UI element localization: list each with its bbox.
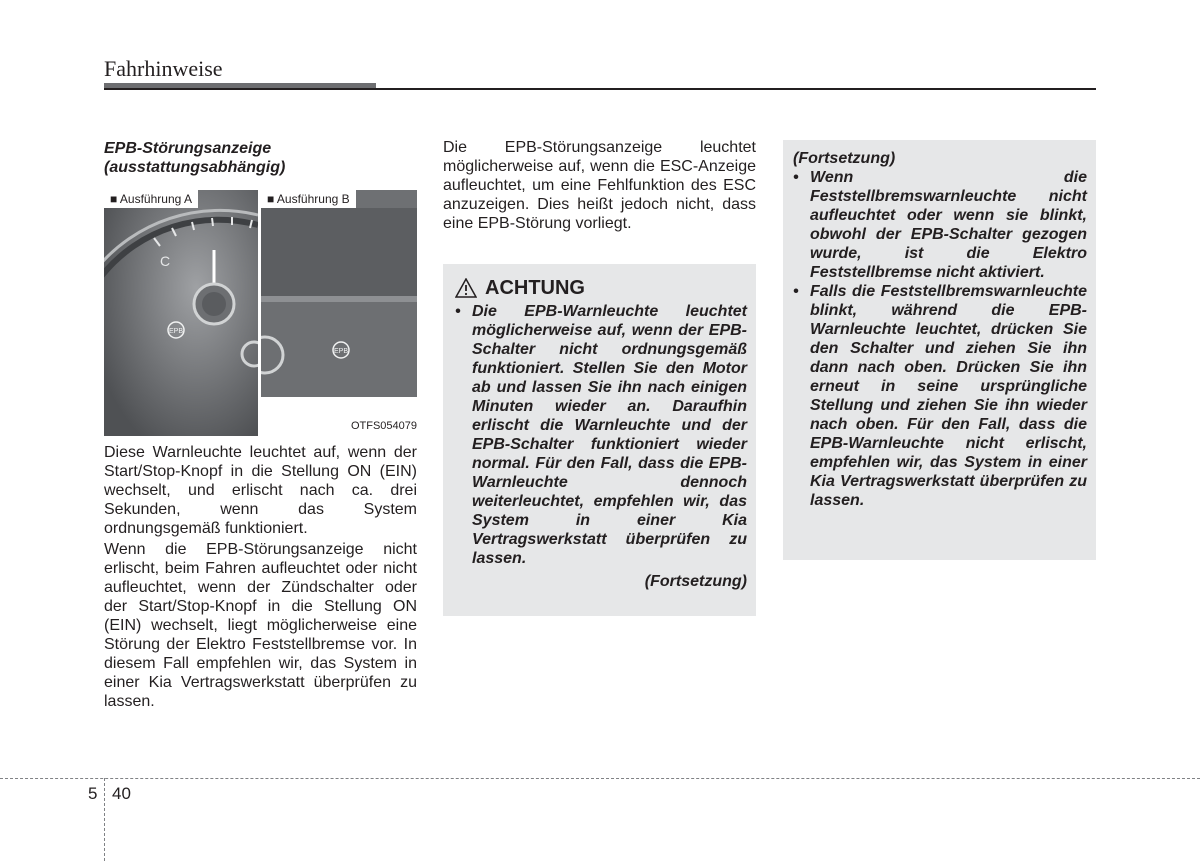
bullet-glyph: • — [455, 303, 461, 320]
figure-panel-a — [104, 190, 258, 436]
figure-code: OTFS054079 — [347, 420, 417, 432]
panel-b-label: ■ Ausführung B — [261, 190, 356, 208]
left-column — [104, 139, 417, 177]
header-rule — [104, 88, 1096, 90]
bullet-glyph: • — [793, 169, 799, 186]
warning-bullet: • Die EPB-Warnleuchte leuchtet möglicherweise auf, wenn der EPB-Schalter nicht ordnungsgemäß funktioniert. Stellen Sie den Motor ab und lassen Sie ihn nach einigen Minuten wieder an. Daraufhin erlischt die Warnleuchte und der EPB-Schalter funktioniert wieder normal. Für den Fall, dass die EPB-Warnleuchte dennoch weiterleuchtet, empfehlen wir, das System in einer Kia Vertragswerkstatt überprüfen zu lassen. — [455, 303, 747, 567]
footer-divider — [104, 778, 105, 861]
paragraph-1: Diese Warnleuchte leuchtet auf, wenn der Start/Stop-Knopf in die Stellung ON (EIN) wechselt, und erlischt nach ca. drei Sekunden, wenn das System ordnungsgemäß funktioniert. — [104, 444, 417, 537]
middle-column — [443, 138, 756, 235]
svg-text:EPB: EPB — [333, 348, 349, 355]
panel-a-label: ■ Ausführung A — [104, 190, 198, 208]
continued-bullet-2: • Falls die Feststellbremswarnleuchte blinkt, während die EPB-Warnleuchte leuchtet, drücken Sie den Schalter und ziehen Sie ihn dann nach oben. Drücken Sie ihn erneut in seine ursprüngliche Stellung und ziehen Sie ihn wieder nach oben. Für den Fall, dass die EPB-Warnleuchte nicht erlischt, empfehlen wir, das System in einer Kia Vertragswerkstatt überprüfen zu lassen. — [793, 283, 1087, 509]
warning-continued: (Fortsetzung) — [644, 573, 747, 590]
section-heading-line2: (ausstattungsabhängig) — [104, 159, 286, 176]
chapter-number: 5 — [88, 784, 98, 803]
section-heading-line1: EPB-Störungsanzeige — [104, 140, 272, 157]
warning-light-figure — [104, 190, 417, 438]
esc-note-paragraph: Die EPB-Störungsanzeige leuchtet möglicherweise auf, wenn die ESC-Anzeige aufleuchtet, um eine Fehlfunktion des ESC anzuzeigen. Dies heißt jedoch nicht, dass eine EPB-Störung vorliegt. — [443, 139, 756, 232]
cluster-gauge-illustration — [104, 190, 258, 436]
footer-rule — [0, 778, 1200, 779]
svg-text:EPB: EPB — [168, 328, 184, 335]
warning-box — [443, 264, 756, 616]
warning-title — [455, 276, 747, 300]
continued-box — [783, 140, 1096, 560]
bullet-glyph: • — [793, 283, 799, 300]
paragraph-2: Wenn die EPB-Störungsanzeige nicht erlischt, beim Fahren aufleuchtet oder nicht aufleuchtet, wenn der Zündschalter oder der Start/Stop-Knopf in die Stellung ON (EIN) wechselt, liegt möglicherweise eine Störung der Elektro Feststellbremse vor. In diesem Fall empfehlen wir, das System in einer Kia Vertragswerkstatt überprüfen zu lassen. — [104, 541, 417, 710]
continued-bullet-1: • Wenn die Feststellbremswarnleuchte nicht aufleuchtet oder wenn sie blinkt, obwohl der EPB-Schalter gezogen wurde, ist die Elektro Feststellbremse nicht aktiviert. — [793, 169, 1087, 281]
warning-triangle-icon — [455, 278, 477, 298]
gauge-c-mark: C — [160, 253, 171, 269]
section-heading — [104, 139, 417, 177]
left-body — [104, 443, 417, 713]
figure-panel-b — [261, 190, 417, 436]
continued-heading: (Fortsetzung) — [793, 150, 896, 167]
warning-title-text: ACHTUNG — [485, 277, 585, 299]
page-header-title: Fahrhinweise — [104, 56, 223, 81]
cluster-display-illustration — [261, 190, 417, 436]
page-number: 40 — [112, 784, 131, 803]
